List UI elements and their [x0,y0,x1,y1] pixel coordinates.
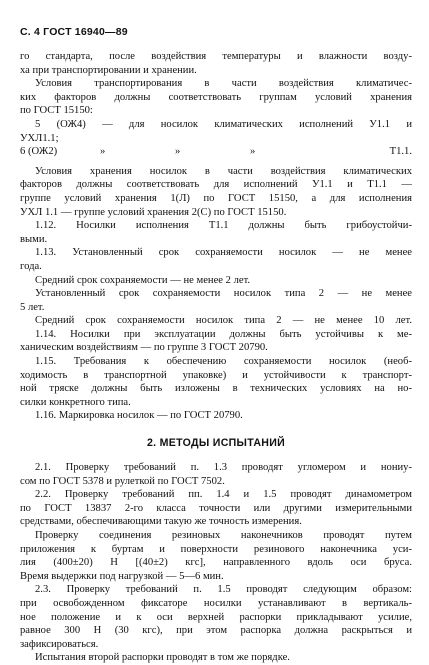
row-value: Т1.1. [389,146,412,158]
climate-row-6 [20,145,412,159]
text-line: ханическим воздействиям — по группе 3 ГОСТ 20790. [20,342,268,354]
text-line: группе условий хранения 1(Л) по ГОСТ 15150, а для исполнения [20,192,412,204]
page-header: С. 4 ГОСТ 16940—89 [20,26,128,38]
text-line: Испытания второй распорки проводят в том же порядке. [35,652,290,664]
text-block-2 [20,165,412,423]
text-line: 2.2. Проверку требований пп. 1.4 и 1.5 проводят динамометром [35,489,412,501]
text-line: Условия хранения носилок в части воздействия климатических [35,165,412,177]
text-line: силки конкретного типа. [20,396,131,408]
text-line: 5 лет. [20,301,45,313]
text-line: выми. [20,233,48,245]
text-line: равное 300 Н (30 кгс), при этом распорка должна раскрыться и [20,625,412,637]
ditto-mark: » [100,146,106,158]
text-line: ходимость в транспортной упаковке) и устойчивости к транспорт- [20,369,412,381]
text-line: УХЛ 1.1 — группе условий хранения 2(С) по ГОСТ 15150. [20,206,287,218]
text-line: Время выдержки под нагрузкой — 5—6 мин. [20,570,224,582]
text-line: ное положение и к оси верхней распорки прикладывают усилие, [20,611,412,623]
row-code: 6 (ОЖ2) [20,146,58,158]
text-line: Условия транспортирования в части воздействия климатичес- [35,78,412,90]
text-line: 1.14. Носилки при эксплуатации должны быть устойчивы к ме- [35,328,412,340]
text-line: го стандарта, после воздействия температуры и влажности возду- [20,51,412,62]
text-line: ха при транспортировании и хранении. [20,64,197,76]
text-line: года. [20,260,42,272]
text-line: Проверку соединения резиновых наконечников проводят путем [35,530,412,541]
text-line: Установленный срок сохраняемости носилок типа 2 — не менее [35,288,412,300]
text-line: УХЛ1.1; [20,132,59,144]
text-line: 1.16. Маркировка носилок — по ГОСТ 20790. [35,410,243,422]
text-line: 1.13. Установленный срок сохраняемости носилок — не менее [35,247,412,259]
section-title: 2. МЕТОДЫ ИСПЫТАНИЙ [146,437,286,450]
text-line: 5 (ОЖ4) — для носилок климатических исполнений У1.1 и [35,118,412,130]
ditto-mark: » [175,146,181,158]
text-line: по ГОСТ 13837 2-го класса точности или другими измерительными [20,502,412,514]
text-line: 2.1. Проверку требований п. 1.3 проводят угломером и нониу- [35,462,412,474]
text-line: ной тряске должны быть изложены в технических условиях на но- [20,383,412,395]
text-line: ких факторов должны соответствовать группам условий хранения [20,91,412,103]
text-line: при освобожденном фиксаторе носилки устанавливают в вертикаль- [20,597,412,609]
text-line: сом по ГОСТ 5378 и рулеткой по ГОСТ 7502. [20,475,225,487]
text-block-1 [20,50,412,145]
text-block-3 [20,461,412,665]
text-line: средствами, обеспечивающими такую же точность измерения. [20,516,302,528]
text-line: лия (400±20) Н [(40±2) кгс], направленного вдоль оси бруса. [20,557,412,569]
text-line: приложения к буртам и поверхности резинового наконечника уси- [20,543,412,555]
text-line: факторов должны соответствовать для исполнений У1.1 и Т1.1 — [20,179,412,191]
text-line: Средний срок сохраняемости носилок типа 2 — не менее 10 лет. [35,315,412,327]
ditto-mark: » [250,146,256,158]
document-page [20,26,412,665]
text-line: по ГОСТ 15150: [20,105,93,117]
text-line: 1.12. Носилки исполнения Т1.1 должны быть грибоустойчи- [35,220,412,232]
text-line: Средний срок сохраняемости — не менее 2 лет. [35,274,251,286]
text-line: 2.3. Проверку требований п. 1.5 проводят следующим образом: [35,584,412,596]
text-line: 1.15. Требования к обеспечению сохраняемости носилок (необ- [35,356,412,368]
text-line: зафиксироваться. [20,638,99,650]
